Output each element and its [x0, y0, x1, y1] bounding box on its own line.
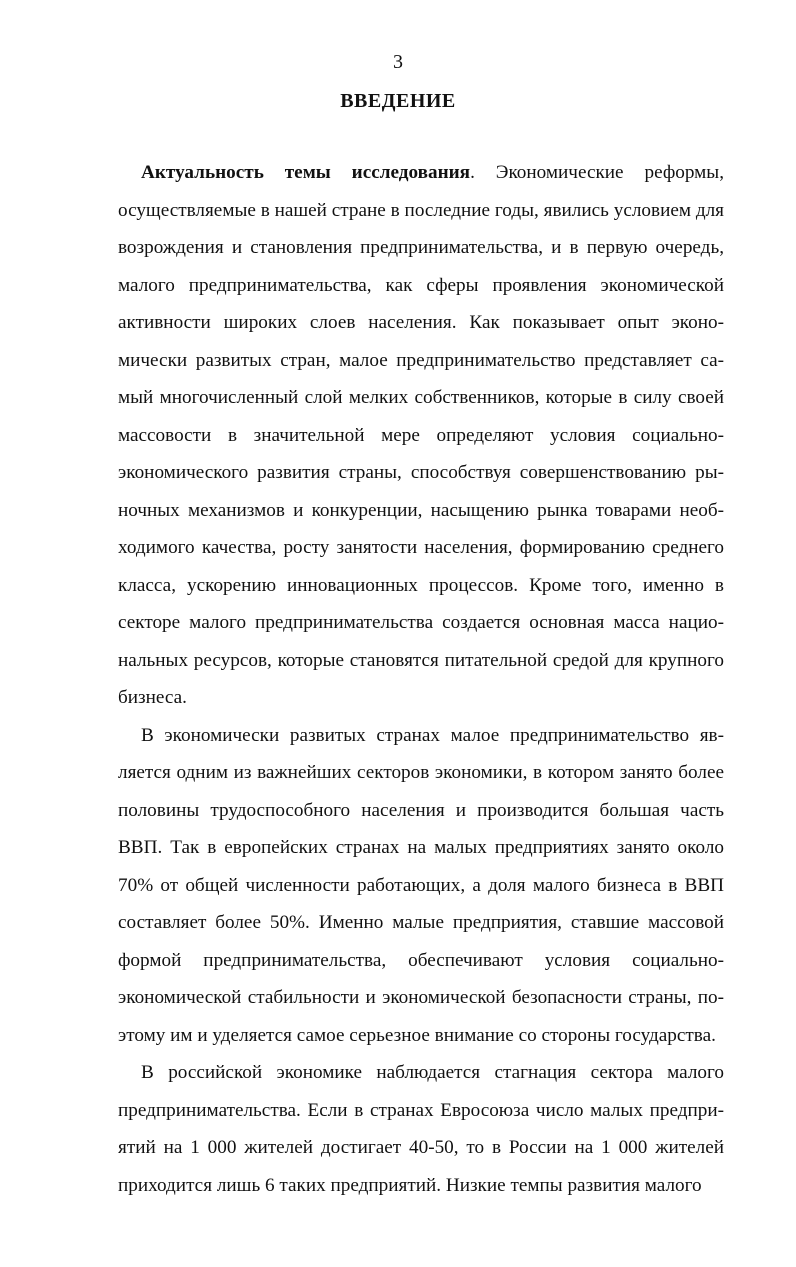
page-number: 3 — [393, 51, 403, 73]
paragraph-developed-countries: В экономически развитых странах малое предпринимательство является одним из важнейших секторов экономики, в котором занято более половины трудоспособного населения и производится большая часть ВВП. Так в европейских странах на малых предприятиях занято около 70% от общей численности работающих, а доля малого бизнеса в ВВП составляет более 50%. Именно малые предприятия, ставшие массовой формой предпринимательства, обеспечивают условия социально-экономической стабильности и экономической безопасности страны, поэтому им и уделяется самое серьезное внимание со стороны государства. — [118, 724, 724, 1046]
paragraph-text: . Экономические реформы, осуществляемые в нашей стране в последние годы, явились условием для возрождения и становления предпринимательства, и в первую очередь, малого предпринимательства, как сферы проявления экономической активности широких слоев населения. Как показывает опыт экономически развитых стран, малое предпринимательство представляет самый многочисленный слой мелких собственников, которые в силу своей массовости в значительной мере определяют условия социально-экономического развития страны, способствуя совершенствованию рыночных механизмов и конкуренции, насыщению рынка товарами необходимого качества, росту занятости населения, формированию среднего класса, ускорению инновационных процессов. Кроме того, именно в секторе малого предпринимательства создается основная масса национальных ресурсов, которые становятся питательной средой для крупного бизнеса. — [118, 162, 724, 708]
page-title: ВВЕДЕНИЕ — [340, 90, 456, 112]
paragraph-lead: Актуальность темы исследования — [141, 162, 471, 183]
paragraph-relevance — [118, 154, 724, 717]
body-text — [118, 154, 724, 1204]
paragraph-russian-economy: В российской экономике наблюдается стагнация сектора малого предпринимательства. Если в странах Евросоюза число малых предприятий на 1 000 жителей достигает 40-50, то в России на 1 000 жителей приходится лишь 6 таких предприятий. Низкие темпы развития малого — [118, 1062, 724, 1196]
